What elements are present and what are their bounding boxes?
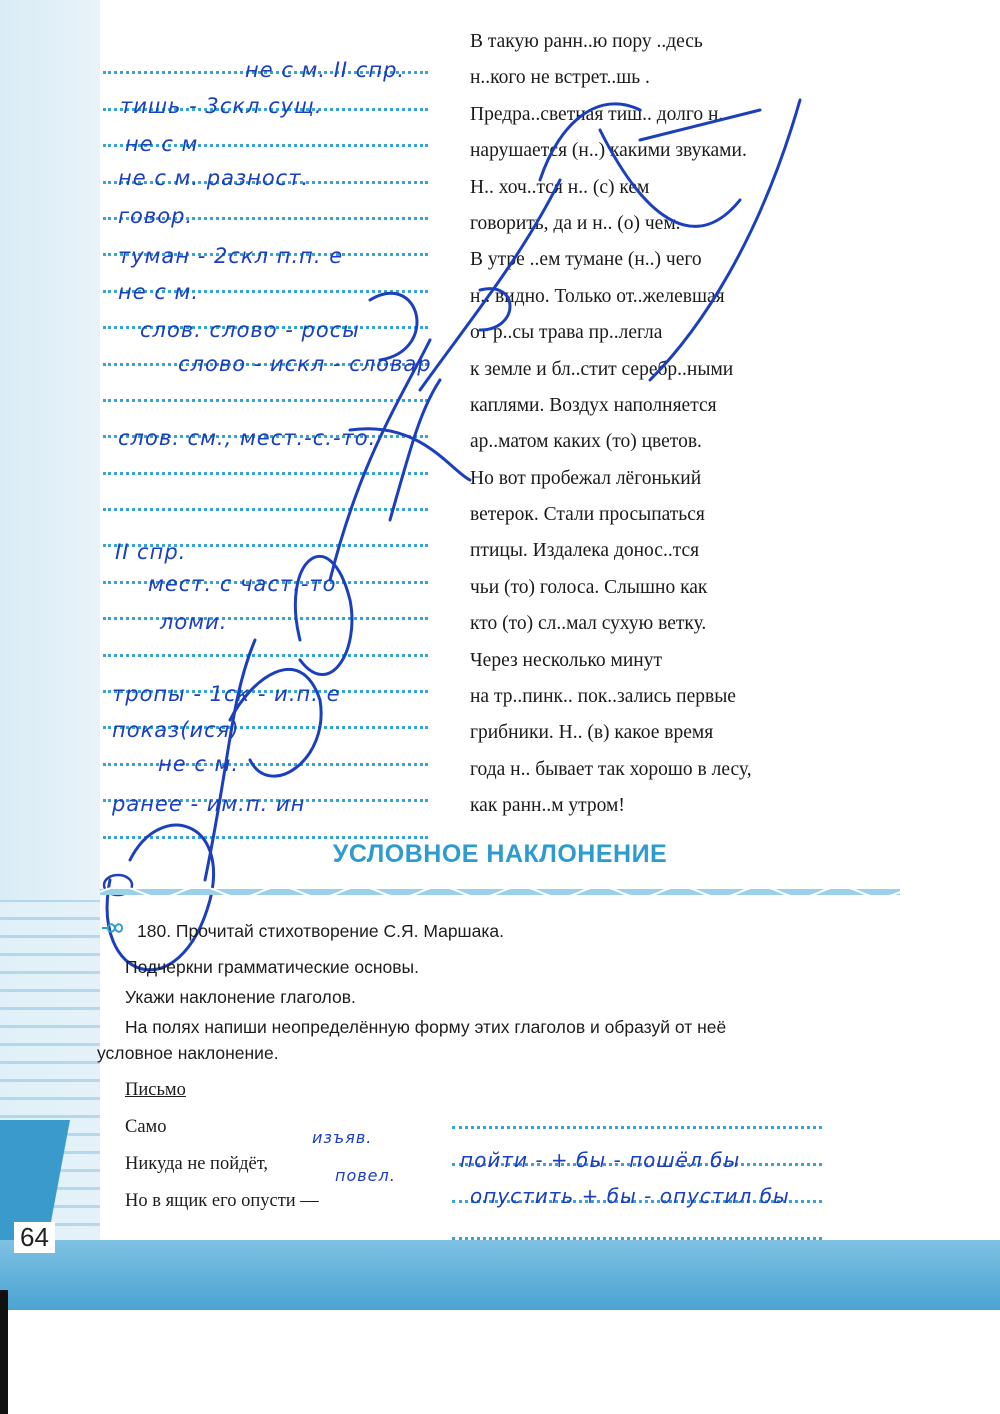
dotted-line xyxy=(452,1203,822,1240)
poem-line: Предра..светная тиш.. долго н.. xyxy=(470,103,729,125)
scan-edge xyxy=(0,1290,8,1414)
poem-line: В утре ..ем тумане (н..) чего xyxy=(470,249,702,271)
poem-line: Никуда не пойдёт, xyxy=(125,1154,269,1174)
poem-line: В такую ранн..ю пору ..десь xyxy=(470,31,703,52)
handwritten-note: мест. с част.-то xyxy=(148,572,337,596)
section-title: УСЛОВНОЕ НАКЛОНЕНИЕ xyxy=(332,840,668,868)
dotted-line xyxy=(452,1092,822,1129)
page-number: 64 xyxy=(14,1222,55,1253)
task-instruction: На полях напиши неопределённую форму этих глаголов и образуй от неё xyxy=(125,1017,727,1037)
handwritten-annotation: повел. xyxy=(335,1166,396,1185)
dotted-line xyxy=(103,620,428,656)
poem-line: от р..сы трава пр..легла xyxy=(470,322,663,344)
handwritten-note: показ(ися) xyxy=(112,718,240,742)
handwritten-note: не с м. разност. xyxy=(118,166,310,190)
poem-line: птицы. Издалека донос..тся xyxy=(470,540,700,562)
title-ornament xyxy=(100,882,900,902)
handwritten-annotation: изъяв. xyxy=(312,1128,373,1147)
bottom-decor-band xyxy=(0,1240,1000,1310)
poem-letter xyxy=(125,1072,425,1220)
poem-line: н..кого не встрет..шь . xyxy=(470,67,650,89)
infinity-icon xyxy=(100,921,130,935)
handwritten-note: ломи. xyxy=(160,610,228,634)
poem-line: каплями. Воздух наполняется xyxy=(470,394,717,416)
handwritten-note: не с м xyxy=(125,132,199,156)
poem-line: Само xyxy=(125,1117,167,1137)
poem-line: грибники. Н.. (в) какое время xyxy=(470,722,714,744)
poem-line: Через несколько минут xyxy=(470,649,662,671)
handwritten-note: ранее - им.п. ин xyxy=(112,792,306,816)
poem-line: Н.. хоч..тся н.. (с) кем xyxy=(470,176,650,198)
task-title: 180. Прочитай стихотворение С.Я. Маршака. xyxy=(137,921,504,941)
task-instruction: условное наклонение. xyxy=(97,1043,279,1063)
poem-line: н.. видно. Только от..желевшая xyxy=(470,285,725,307)
poem-line: кто (то) сл..мал сухую ветку. xyxy=(470,613,707,635)
poem-line: к земле и бл..стит серебр..ными xyxy=(470,358,734,380)
handwritten-note: не с м. II спр. xyxy=(245,58,406,82)
poem-line: как ранн..м утром! xyxy=(470,795,625,817)
handwritten-note: не с м. xyxy=(118,280,200,304)
bottom-margin xyxy=(0,1310,1000,1414)
poem-line: нарушается (н..) какими звуками. xyxy=(470,140,747,162)
poem-line: Но в ящик его опусти — xyxy=(125,1191,319,1211)
handwritten-note: тишь - 3скл сущ. xyxy=(120,94,323,118)
handwritten-answer: пойти - + бы - пошёл бы xyxy=(460,1148,741,1172)
poem-line: ар..матом каких (то) цветов. xyxy=(470,431,702,453)
handwritten-note: II спр. xyxy=(115,540,187,564)
handwritten-note: слов. см., мест.-с.-то. xyxy=(118,426,377,450)
handwritten-note: слов. слово - росы xyxy=(140,318,360,342)
handwritten-note: не с м. xyxy=(158,752,240,776)
poem-line: Но вот пробежал лёгонький xyxy=(470,467,702,489)
handwritten-note: слово - искл - словар xyxy=(178,352,432,376)
handwritten-note: говор. xyxy=(118,204,194,228)
poem-line: ветерок. Стали просыпаться xyxy=(470,504,705,526)
poem-line: говорить, да и н.. (о) чем. xyxy=(470,212,681,234)
poem-line: на тр..пинк.. пок..зались первые xyxy=(470,686,736,708)
handwritten-note: тропы - 1ск - и.п. е xyxy=(112,682,341,706)
handwritten-note: туман - 2скл п.п. е xyxy=(118,244,344,268)
poem-line: года н.. бывает так хорошо в лесу, xyxy=(470,758,752,780)
task-instruction: Подчеркни грамматические основы. xyxy=(125,957,419,977)
exercise-text xyxy=(470,24,840,825)
task-instruction: Укажи наклонение глаголов. xyxy=(125,987,356,1007)
dotted-line xyxy=(103,475,428,511)
poem-line: чьи (то) голоса. Слышно как xyxy=(470,576,708,598)
poem-line: Письмо xyxy=(125,1080,186,1100)
handwritten-answer: опустить + бы - опустил бы xyxy=(470,1184,790,1208)
